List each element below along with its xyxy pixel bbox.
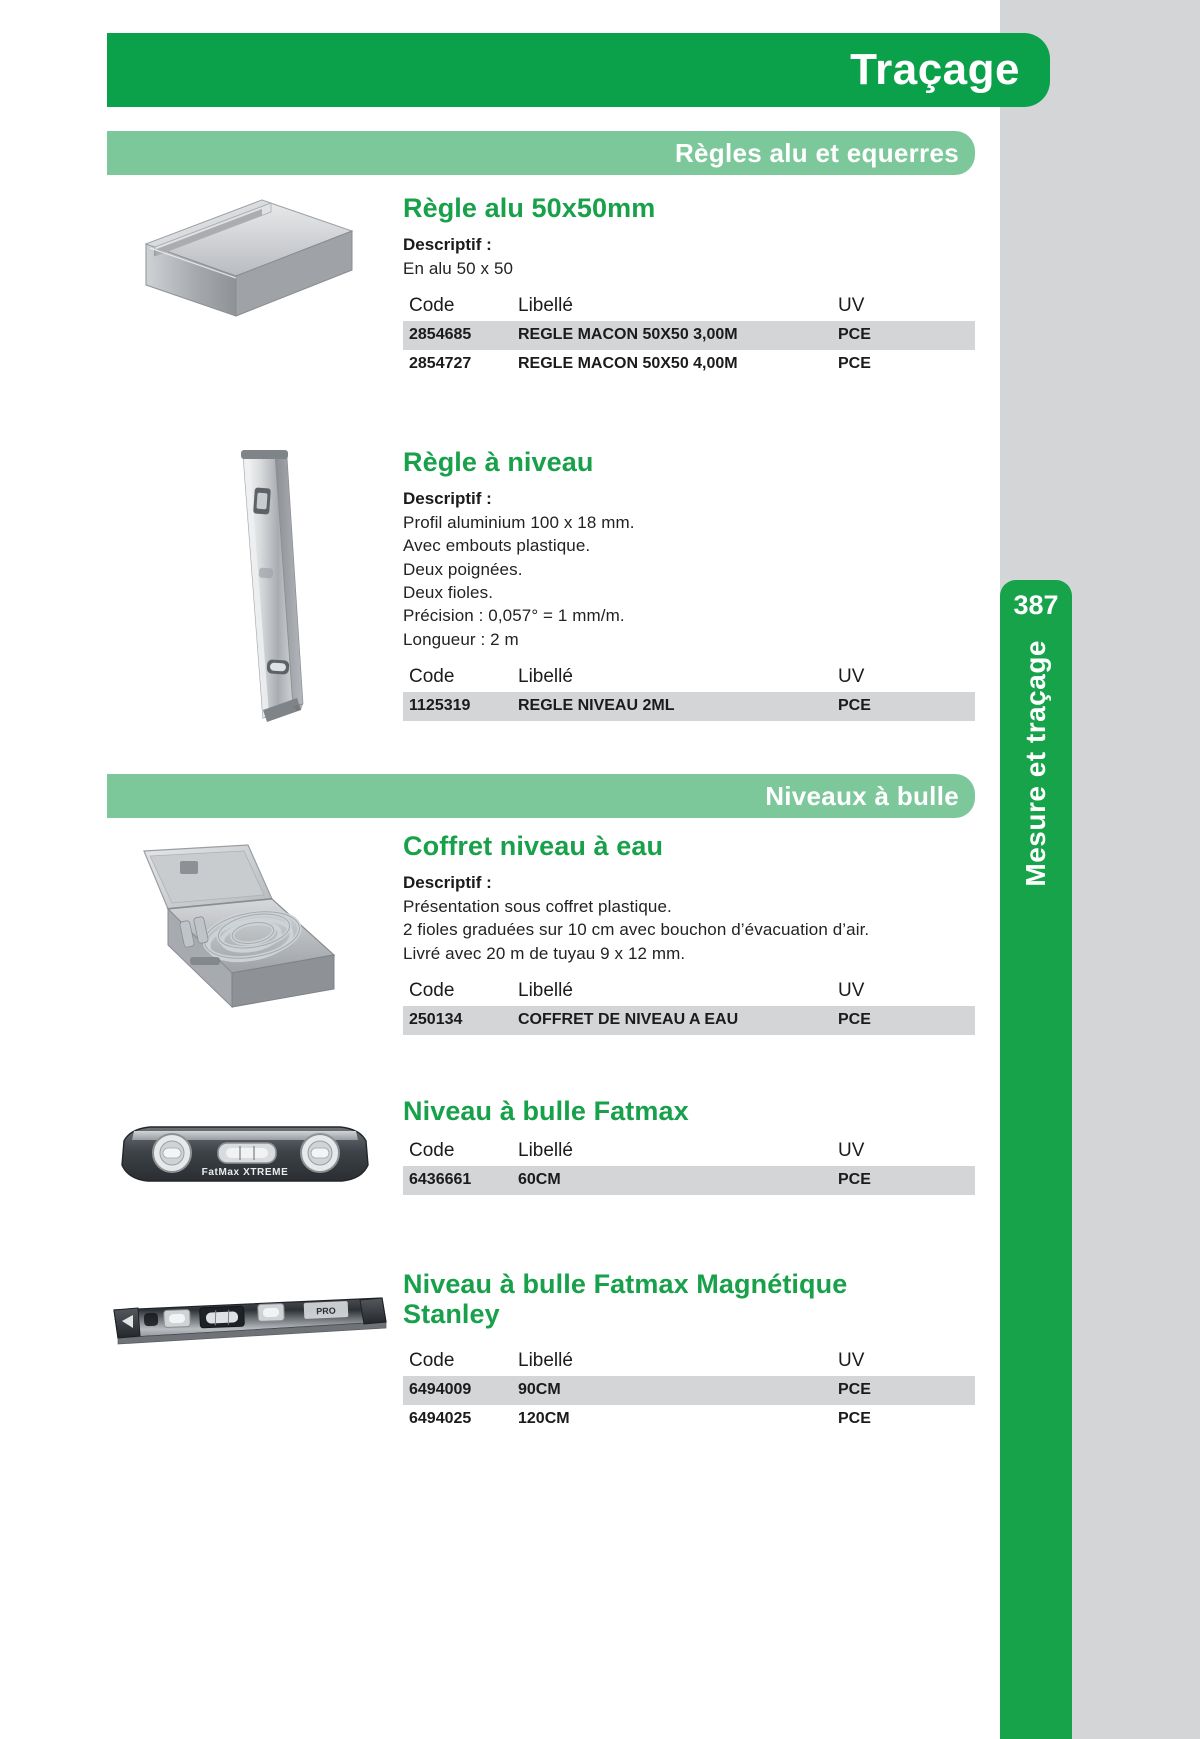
cell-code: 6494009 [403, 1376, 518, 1405]
product-details-niveau-a-bulle-fatmax [403, 1097, 975, 1195]
table-row [403, 1376, 975, 1405]
column-header-code: Code [409, 295, 455, 317]
table-header-row [403, 1139, 975, 1166]
alu-square-tube-icon [140, 198, 355, 333]
table-row [403, 1166, 975, 1195]
column-header-code: Code [409, 1139, 455, 1161]
descriptif-line: Longueur : 2 m [403, 629, 519, 649]
cell-code: 2854685 [403, 321, 518, 350]
column-header-code: Code [409, 1350, 455, 1372]
product-code-table [403, 1139, 975, 1195]
product-details-regle-a-niveau [403, 448, 975, 721]
side-tab-label-wrap [1000, 640, 1072, 1160]
product-image-niveau-a-bulle-fatmax-magnetique-stanley [108, 1288, 388, 1363]
column-header-code: Code [409, 666, 455, 688]
descriptif-line: Présentation sous coffret plastique. [403, 896, 672, 916]
page-title: Traçage [850, 45, 1020, 94]
descriptif-line: En alu 50 x 50 [403, 258, 514, 278]
product-image-niveau-a-bulle-fatmax [110, 1113, 380, 1203]
product-title: Règle alu 50x50mm [403, 193, 656, 223]
column-header-code: Code [409, 979, 455, 1001]
cell-uv: PCE [838, 321, 975, 350]
column-header-uv: UV [838, 666, 865, 688]
cell-code: 1125319 [403, 692, 518, 721]
cell-libelle: REGLE MACON 50X50 3,00M [518, 321, 838, 350]
cell-uv: PCE [838, 692, 975, 721]
product-details-regle-alu-50x50mm [403, 194, 975, 379]
cell-uv: PCE [838, 355, 871, 373]
table-row [403, 321, 975, 350]
descriptif-line: Avec embouts plastique. [403, 536, 591, 556]
table-header-row [403, 665, 975, 692]
column-header-libelle: Libellé [518, 666, 573, 688]
cell-code: 2854727 [409, 355, 472, 373]
section-title: Règles alu et equerres [674, 137, 959, 168]
product-details-niveau-a-bulle-fatmax-magnetique-stanley [403, 1270, 975, 1434]
product-image-regle-a-niveau [175, 448, 360, 728]
column-header-libelle: Libellé [518, 979, 573, 1001]
page-number: 387 [1013, 590, 1059, 620]
descriptif-label: Descriptif : [403, 234, 492, 254]
column-header-uv: UV [838, 295, 865, 317]
table-header-row [403, 979, 975, 1006]
side-tab [1000, 580, 1072, 1739]
descriptif-line: Deux poignées. [403, 559, 523, 579]
thumb-brand-label: PRO [316, 1305, 337, 1317]
cell-uv: PCE [838, 1166, 975, 1195]
product-title: Niveau à bulle Fatmax [403, 1096, 689, 1126]
fatmax-magnetic-level-icon [108, 1288, 388, 1358]
product-details-coffret-niveau-a-eau [403, 832, 975, 1035]
page-banner [107, 33, 1050, 107]
cell-code: 6436661 [403, 1166, 518, 1195]
descriptif-label: Descriptif : [403, 872, 492, 892]
descriptif-line: Livré avec 20 m de tuyau 9 x 12 mm. [403, 943, 686, 963]
cell-code: 6494025 [409, 1410, 472, 1428]
table-row [403, 350, 975, 379]
section-header-niveaux-a-bulle [107, 774, 975, 818]
cell-code: 250134 [403, 1006, 518, 1035]
product-code-table [403, 1349, 975, 1434]
column-header-uv: UV [838, 979, 865, 1001]
water-level-case-icon [120, 837, 355, 1037]
product-code-table [403, 294, 975, 379]
product-image-coffret-niveau-a-eau [120, 837, 355, 1042]
table-row [403, 1405, 975, 1434]
product-code-table [403, 979, 975, 1035]
cell-uv: PCE [838, 1410, 871, 1428]
section-header-regles-alu-et-equerres [107, 131, 975, 175]
product-code-table [403, 665, 975, 721]
product-title: Règle à niveau [403, 447, 594, 477]
table-header-row [403, 1349, 975, 1376]
cell-libelle: REGLE NIVEAU 2ML [518, 692, 838, 721]
column-header-libelle: Libellé [518, 1139, 573, 1161]
table-row [403, 1006, 975, 1035]
product-title: Niveau à bulle Fatmax Magnétique Stanley [403, 1269, 848, 1329]
cell-uv: PCE [838, 1006, 975, 1035]
cell-uv: PCE [838, 1376, 975, 1405]
column-header-uv: UV [838, 1139, 865, 1161]
descriptif-line: Profil aluminium 100 x 18 mm. [403, 512, 635, 532]
column-header-libelle: Libellé [518, 295, 573, 317]
aluminium-level-rule-icon [175, 448, 360, 723]
table-row [403, 692, 975, 721]
fatmax-torpedo-level-icon [110, 1113, 380, 1198]
cell-libelle: 90CM [518, 1376, 838, 1405]
side-tab-label: Mesure et traçage [1020, 640, 1051, 887]
cell-libelle: 60CM [518, 1166, 838, 1195]
cell-libelle: 120CM [518, 1410, 570, 1428]
cell-libelle: REGLE MACON 50X50 4,00M [518, 355, 738, 373]
descriptif-line: 2 fioles graduées sur 10 cm avec bouchon d’évacuation d’air. [403, 920, 870, 940]
thumb-brand-label: FatMax XTREME [201, 1167, 289, 1178]
product-image-regle-alu-50x50mm [140, 198, 355, 338]
section-title: Niveaux à bulle [765, 780, 959, 811]
product-title: Coffret niveau à eau [403, 831, 664, 861]
table-header-row [403, 294, 975, 321]
column-header-libelle: Libellé [518, 1350, 573, 1372]
descriptif-line: Deux fioles. [403, 582, 494, 602]
descriptif-label: Descriptif : [403, 488, 492, 508]
column-header-uv: UV [838, 1350, 865, 1372]
cell-libelle: COFFRET DE NIVEAU A EAU [518, 1006, 838, 1035]
descriptif-line: Précision : 0,057° = 1 mm/m. [403, 606, 625, 626]
